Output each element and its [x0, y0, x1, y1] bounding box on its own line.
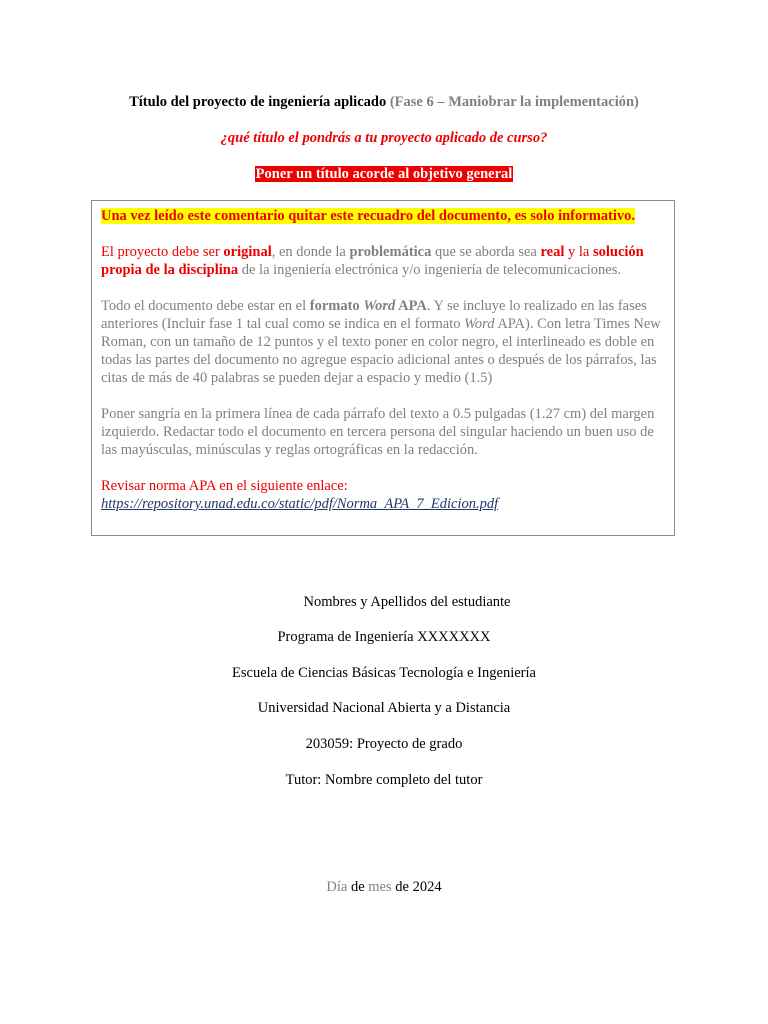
title-instruction: Poner un título acorde al objetivo general: [255, 166, 513, 182]
info-box: [91, 200, 675, 536]
program-name: Programa de Ingeniería XXXXXXX: [277, 629, 491, 645]
info-notice: Una vez leído este comentario quitar este recuadro del documento, es solo informativo.: [101, 208, 636, 224]
info-notice-paragraph: [101, 207, 665, 225]
originality-text-4: y la: [564, 244, 593, 260]
originality-bold-2: problemática: [349, 244, 432, 260]
course-name: 203059: Proyecto de grado: [305, 736, 463, 752]
apa-label: Revisar norma APA en el siguiente enlace:: [101, 478, 348, 494]
format-italic-1: Word: [464, 316, 495, 332]
originality-text-3: que se aborda sea: [431, 244, 541, 260]
apa-link[interactable]: https://repository.unad.edu.co/static/pdf/Norma_APA_7_Edicion.pdf: [101, 496, 499, 512]
originality-text-1: El proyecto debe ser: [101, 244, 224, 260]
date-line: [0, 879, 768, 896]
format-bold-2: APA: [395, 298, 427, 314]
project-title-line: [0, 94, 768, 111]
school-name: Escuela de Ciencias Básicas Tecnología e Ingeniería: [232, 665, 536, 681]
date-month: mes: [368, 879, 392, 895]
project-phase: (Fase 6 – Maniobrar la implementación): [389, 94, 639, 110]
format-paragraph: [101, 297, 665, 387]
tutor-name: Tutor: Nombre completo del tutor: [285, 772, 483, 788]
student-name: Nombres y Apellidos del estudiante: [303, 594, 511, 610]
date-year: de 2024: [395, 879, 442, 895]
date-day: Día: [326, 879, 348, 895]
project-title: Título del proyecto de ingeniería aplicado: [129, 94, 387, 110]
originality-text-2: , en donde la: [271, 244, 350, 260]
originality-bold-1: original: [223, 244, 272, 260]
originality-bold-4: solución propia de la disciplina: [101, 244, 644, 278]
format-text-2: . Y se incluye lo realizado en las fases anteriores (Incluir fase 1 tal cual como se indica en el formato: [101, 298, 647, 332]
indent-paragraph: Poner sangría en la primera línea de cada párrafo del texto a 0.5 pulgadas (1.27 cm) del margen izquierdo. Redactar todo el documento en tercera persona del singular haciendo un buen uso de las mayúsculas, minúsculas y reglas ortográficas en la redacción.: [101, 406, 655, 458]
originality-text-5: de la ingeniería electrónica y/o ingeniería de telecomunicaciones.: [238, 262, 621, 278]
date-de: de: [350, 879, 365, 895]
title-instruction-line: [0, 166, 768, 183]
format-text-1: Todo el documento debe estar en el: [101, 298, 310, 314]
originality-paragraph: [101, 243, 665, 279]
format-text-3: APA). Con letra Times New Roman, con un tamaño de 12 puntos y el texto poner en color negro, el interlineado es doble en todas las partes del documento no agregue espacio adicional antes o después de los párrafos, las citas de más de 40 palabras se pueden dejar a espacio y medio (1.5): [101, 316, 661, 386]
university-name: Universidad Nacional Abierta y a Distancia: [257, 700, 511, 716]
format-bold-1: formato: [309, 298, 364, 314]
apa-paragraph: [101, 477, 665, 513]
title-question: ¿qué título el pondrás a tu proyecto aplicado de curso?: [220, 130, 548, 146]
originality-bold-3: real: [540, 244, 565, 260]
format-bold-italic-1: Word: [363, 298, 396, 314]
